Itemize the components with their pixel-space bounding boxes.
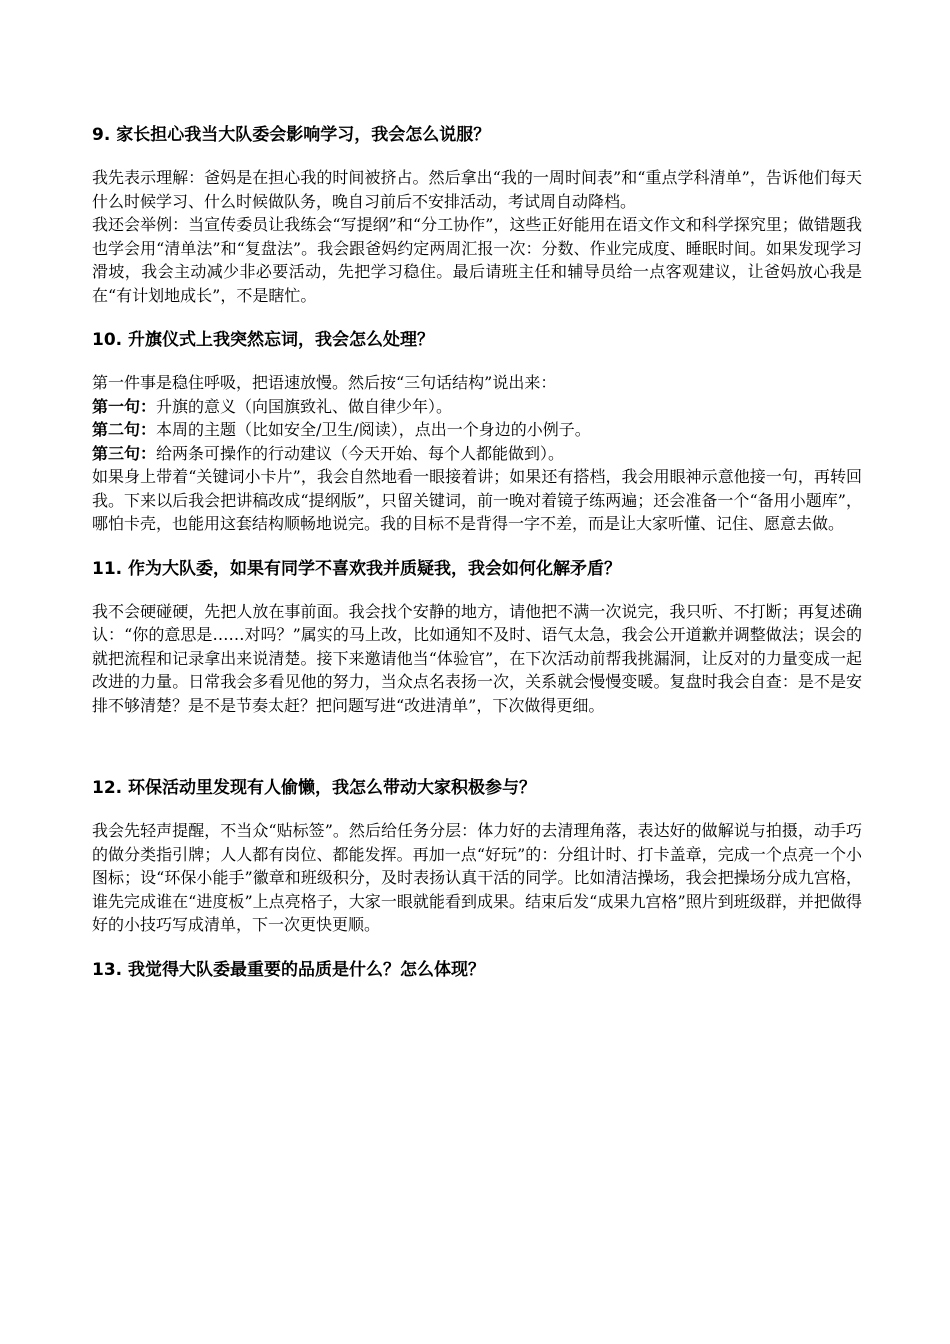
paragraph: 我会先轻声提醒，不当众“贴标签”。然后给任务分层：体力好的去清理角落，表达好的做解说与拍摄，动手巧的做分类指引牌；人人都有岗位、都能发挥。再加一点“好玩”的：分组计时、打卡盖章，完成一个点亮一个小图标；设“环保小能手”徽章和班级积分，及时表扬认真干活的同学。比如清洁操场，我会把操场分成九宫格，谁先完成谁在“进度板”上点亮格子，大家一眼就能看到成果。结束后发“成果九宫格”照片到班级群，并把做得好的小技巧写成清单，下一次更快更顺。 bbox=[92, 821, 862, 934]
list-item bbox=[92, 395, 862, 419]
list-item bbox=[92, 442, 862, 466]
section-heading: 10. 升旗仪式上我突然忘词，我会怎么处理？ bbox=[92, 330, 435, 350]
section-13 bbox=[92, 957, 862, 983]
section-heading: 11. 作为大队委，如果有同学不喜欢我并质疑我，我会如何化解矛盾？ bbox=[92, 558, 622, 579]
item-text: 本周的主题（比如安全/卫生/阅读），点出一个身边的小例子。 bbox=[156, 420, 591, 439]
item-text: 给两条可操作的行动建议（今天开始、每个人都能做到）。 bbox=[156, 443, 565, 463]
item-label: 第一句： bbox=[92, 396, 157, 416]
paragraph: 我先表示理解：爸妈是在担心我的时间被挤占。然后拿出“我的一周时间表”和“重点学科清单”，告诉他们每天什么时候学习、什么时候做队务，晚自习前后不安排活动，考试周自动降档。 bbox=[92, 168, 862, 211]
section-heading: 12. 环保活动里发现有人偷懒，我怎么带动大家积极参与？ bbox=[92, 778, 537, 798]
section-11 bbox=[92, 556, 862, 718]
item-text: 升旗的意义（向国旗致礼、做自律少年）。 bbox=[156, 396, 453, 416]
section-9 bbox=[92, 122, 862, 307]
section-12 bbox=[92, 775, 862, 937]
list-item bbox=[92, 418, 862, 442]
item-label: 第二句： bbox=[92, 420, 157, 439]
paragraph: 我还会举例：当宣传委员让我练会“写提纲”和“分工协作”，这些正好能用在语文作文和科学探究里；做错题我也学会用“清单法”和“复盘法”。我会跟爸妈约定两周汇报一次：分数、作业完成度、睡眠时间。如果发现学习滑坡，我会主动减少非必要活动，先把学习稳住。最后请班主任和辅导员给一点客观建议，让爸妈放心我是在“有计划地成长”，不是瞎忙。 bbox=[92, 215, 862, 305]
document-page bbox=[92, 122, 862, 1001]
paragraph: 我不会硬碰硬，先把人放在事前面。我会找个安静的地方，请他把不满一次说完，我只听、不打断；再复述确认：“你的意思是……对吗？”属实的马上改，比如通知不及时、语气太急，我会公开道歉并调整做法；误会的就把流程和记录拿出来说清楚。接下来邀请他当“体验官”，在下次活动前帮我挑漏洞，让反对的力量变成一起改进的力量。日常我会多看见他的努力，当众点名表扬一次，关系就会慢慢变暖。复盘时我会自查：是不是安排不够清楚？是不是节奏太赶？把问题写进“改进清单”，下次做得更细。 bbox=[92, 601, 862, 715]
paragraph: 如果身上带着“关键词小卡片”，我会自然地看一眼接着讲；如果还有搭档，我会用眼神示意他接一句，再转回我。下来以后我会把讲稿改成“提纲版”，只留关键词，前一晚对着镜子练两遍；还会准备一个“备用小题库”，哪怕卡壳，也能用这套结构顺畅地说完。我的目标不是背得一字不差，而是让大家听懂、记住、愿意去做。 bbox=[92, 467, 862, 533]
item-label: 第三句： bbox=[92, 443, 157, 463]
section-heading: 9. 家长担心我当大队委会影响学习，我会怎么说服？ bbox=[92, 125, 491, 145]
paragraph: 第一件事是稳住呼吸，把语速放慢。然后按“三句话结构”说出来： bbox=[92, 373, 557, 392]
section-heading: 13. 我觉得大队委最重要的品质是什么？怎么体现？ bbox=[92, 959, 486, 980]
section-10 bbox=[92, 327, 862, 536]
